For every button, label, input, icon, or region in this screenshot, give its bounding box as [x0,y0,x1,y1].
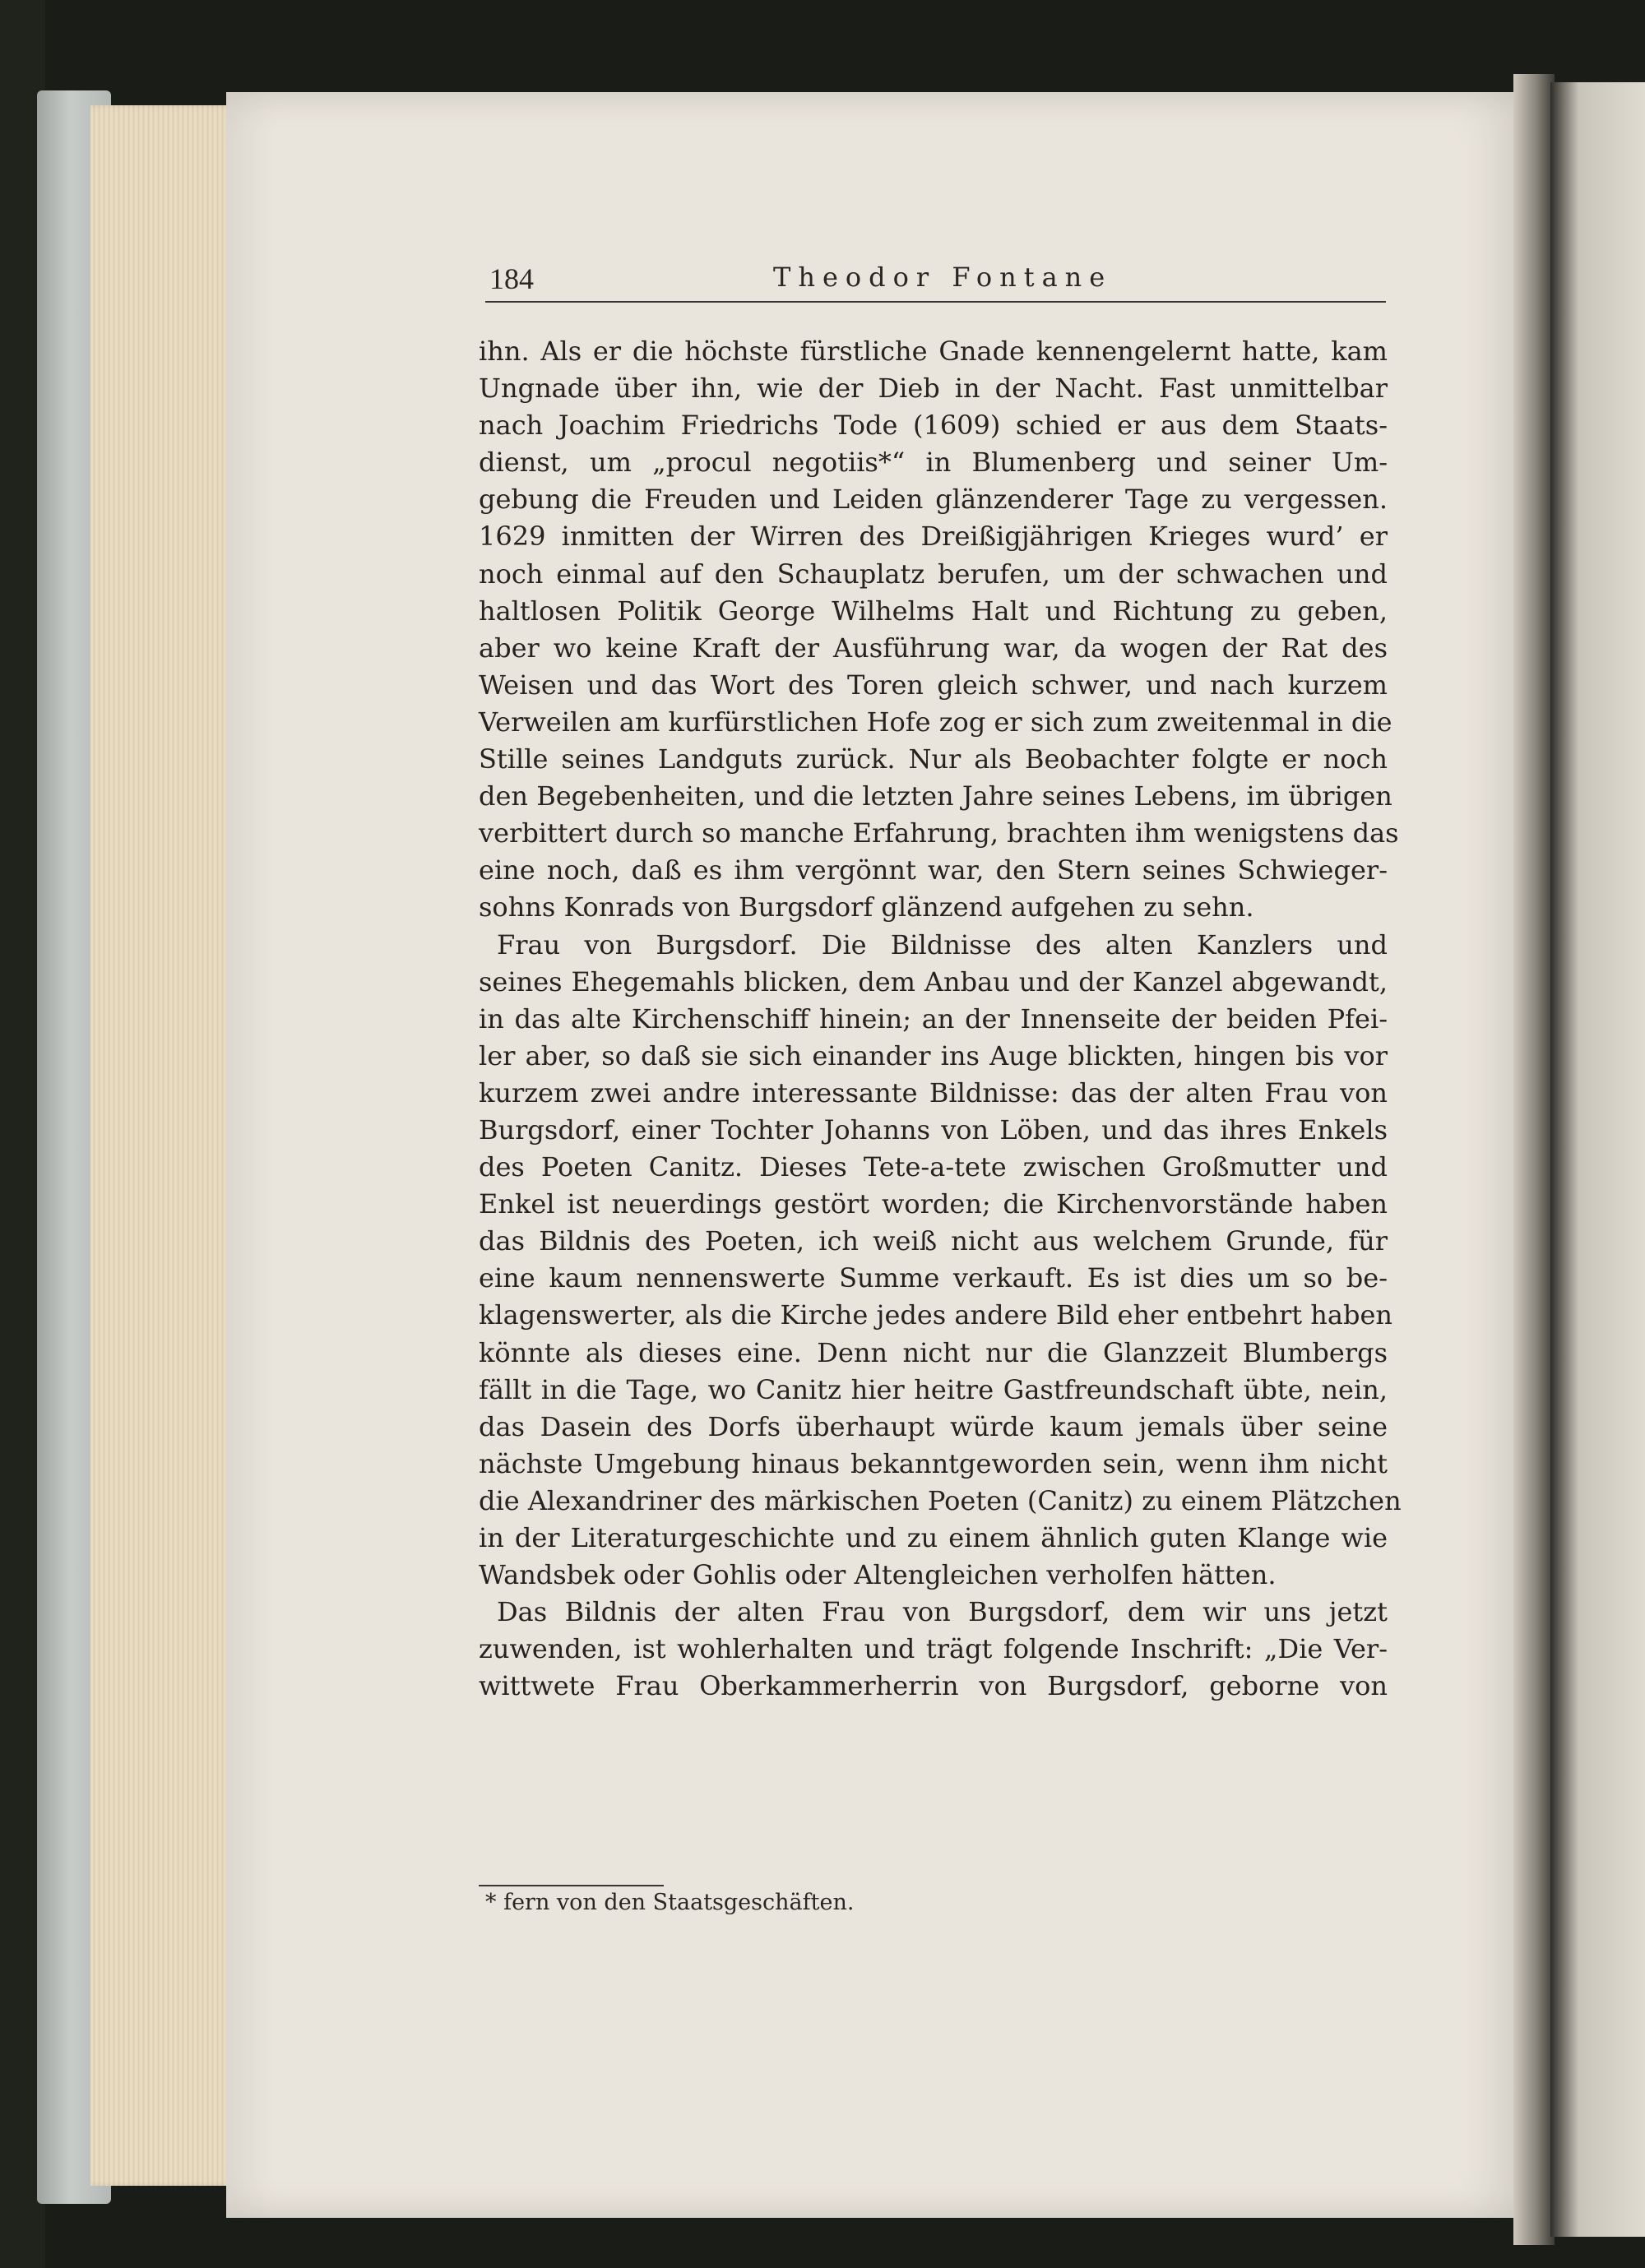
text-line: eine kaum nennenswerte Summe verkauft. Es ist dies um so be- [479,1262,1388,1294]
paragraph-start-line: Frau von Burgsdorf. Die Bildnisse des alten Kanzlers und [497,928,1388,960]
page-number: 184 [489,262,534,295]
paragraph-start-line: Das Bildnis der alten Frau von Burgsdorf, dem wir uns jetzt [497,1596,1388,1628]
text-line: Weisen und das Wort des Toren gleich schwer, und nach kurzem [479,669,1388,701]
text-line: Verweilen am kurfürstlichen Hofe zog er sich zum zweitenmal in die [479,706,1392,738]
text-line: die Alexandriner des märkischen Poeten (Canitz) zu einem Plätzchen [479,1484,1402,1516]
footnote: * fern von den Staatsgeschäften. [485,1890,855,1915]
running-title: Theodor Fontane [773,262,1113,293]
text-line: ihn. Als er die höchste fürstliche Gnade kennengelernt hatte, kam [479,336,1388,367]
text-line: Stille seines Landguts zurück. Nur als Beobachter folgte er noch [479,743,1388,775]
text-line: ler aber, so daß sie sich einander ins Auge blickten, hingen bis vor [479,1039,1388,1072]
text-line: aber wo keine Kraft der Ausführung war, da wogen der Rat des [479,632,1388,664]
text-line: das Bildnis des Poeten, ich weiß nicht aus welchem Grunde, für [479,1225,1388,1257]
body-text [479,333,1402,1705]
text-line: könnte als dieses eine. Denn nicht nur die Glanzzeit Blumbergs [479,1336,1388,1368]
text-line: nach Joachim Friedrichs Tode (1609) schied er aus dem Staats- [479,410,1388,442]
text-line: kurzem zwei andre interessante Bildnisse: das der alten Frau von [479,1076,1388,1109]
footnote-rule [479,1885,664,1886]
text-line: Enkel ist neuerdings gestört worden; die Kirchenvorstände haben [479,1188,1388,1220]
text-line: eine noch, daß es ihm vergönnt war, den Stern seines Schwieger- [479,854,1388,886]
text-line: wittwete Frau Oberkammerherrin von Burgsdorf, geborne von [479,1670,1388,1702]
text-line: sohns Konrads von Burgsdorf glänzend aufgehen zu sehn. [479,891,1254,923]
text-line: gebung die Freuden und Leiden glänzenderer Tage zu vergessen. [479,484,1388,516]
page-edges [90,105,234,2186]
text-line: fällt in die Tage, wo Canitz hier heitre Gastfreundschaft übte, nein, [479,1373,1388,1405]
text-line: 1629 inmitten der Wirren des Dreißigjährigen Krieges wurd’ er [479,521,1388,553]
text-line: nächste Umgebung hinaus bekanntgeworden sein, wenn ihm nicht [479,1447,1388,1479]
text-line: des Poeten Canitz. Dieses Tete-a-tete zwischen Großmutter und [479,1151,1388,1183]
text-line: dienst, um „procul negotiis*“ in Blumenberg und seiner Um- [479,447,1388,479]
text-line: zuwenden, ist wohlerhalten und trägt folgende Inschrift: „Die Ver- [479,1633,1388,1665]
text-line: verbittert durch so manche Erfahrung, brachten ihm wenigstens das [479,817,1399,849]
book-gutter [1513,74,1555,2245]
text-line: noch einmal auf den Schauplatz berufen, um der schwachen und [479,558,1388,590]
text-line: klagenswerter, als die Kirche jedes andere Bild eher entbehrt haben [479,1299,1392,1331]
text-line: das Dasein des Dorfs überhaupt würde kaum jemals über seine [479,1410,1388,1442]
text-line: Wandsbek oder Gohlis oder Altengleichen verholfen hätten. [479,1559,1277,1591]
header-rule [485,301,1386,303]
text-line: den Begebenheiten, und die letzten Jahre seines Lebens, im übrigen [479,780,1392,812]
text-line: in der Literaturgeschichte und zu einem ähnlich guten Klange wie [479,1522,1388,1553]
text-line: Burgsdorf, einer Tochter Johanns von Löben, und das ihres Enkels [479,1113,1388,1146]
text-line: haltlosen Politik George Wilhelms Halt und Richtung zu geben, [479,595,1388,627]
text-line: seines Ehegemahls blicken, dem Anbau und der Kanzel abgewandt, [479,965,1388,997]
text-line: Ungnade über ihn, wie der Dieb in der Nacht. Fast unmittelbar [479,373,1388,405]
text-line: in das alte Kirchenschiff hinein; an der Innenseite der beiden Pfei- [479,1002,1388,1034]
facing-page-edge [1550,82,1645,2237]
